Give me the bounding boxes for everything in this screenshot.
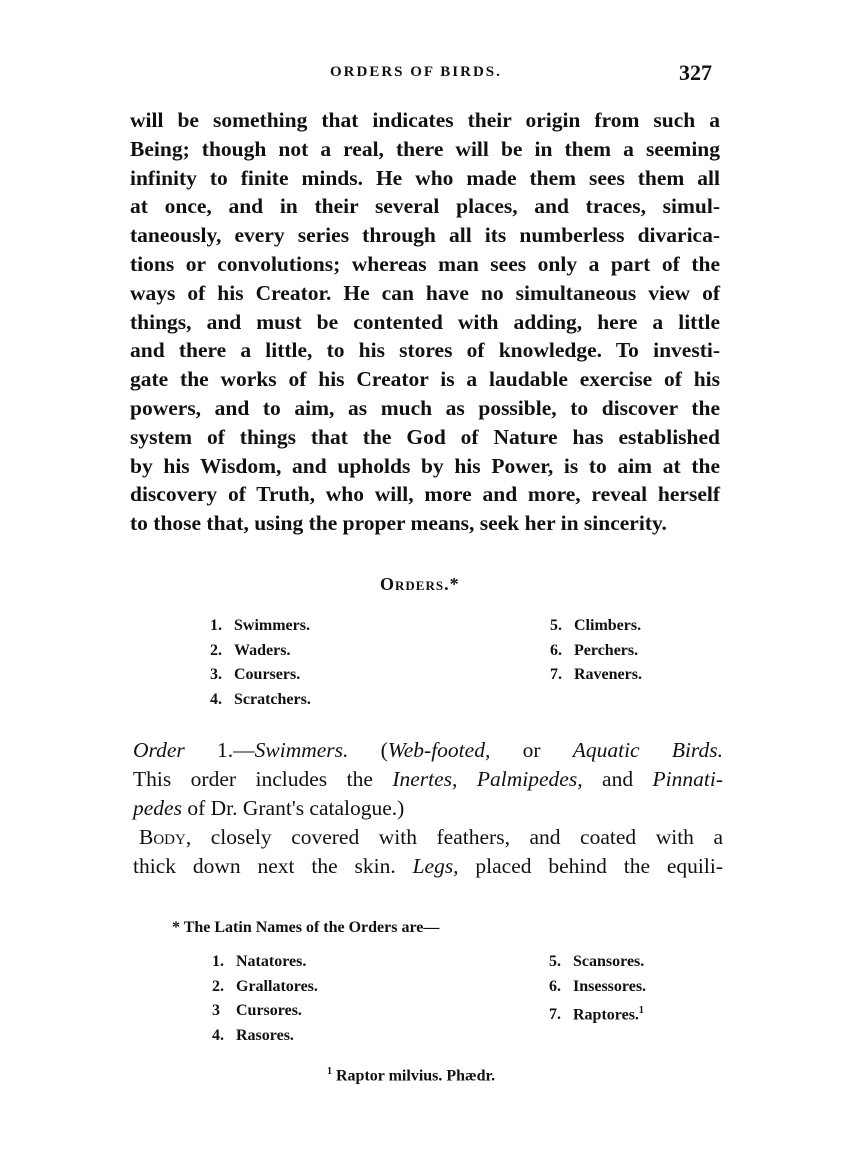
order-name: Waders.	[234, 641, 291, 659]
latin-name: Grallatores.	[236, 977, 318, 995]
page-header	[130, 62, 712, 88]
latin-item	[549, 975, 646, 1000]
latin-name: Scansores.	[573, 953, 645, 970]
footnote-orders	[172, 916, 692, 1044]
latin-name: Insessores.	[573, 977, 647, 995]
latin-number: 5.	[549, 953, 561, 970]
italic-term: Web-footed,	[387, 738, 491, 762]
page-number: 327	[679, 60, 712, 85]
text-run: 1.—	[184, 738, 255, 762]
latin-item	[212, 975, 318, 1000]
body-line: will be something that indicates their origin from such a	[130, 108, 720, 132]
body-line: taneously, every series through all its numberless divarica-	[130, 223, 720, 248]
order-label: Order	[133, 738, 185, 762]
latin-name: Natatores.	[236, 953, 307, 970]
order-name: Raveners.	[574, 666, 642, 683]
order-line	[133, 736, 723, 765]
body-line: discovery of Truth, who will, more and more, reveal herself	[130, 482, 720, 507]
text-run: placed behind the equili-	[458, 854, 723, 878]
order-line	[133, 852, 723, 881]
italic-term: Aquatic Birds.	[572, 738, 723, 762]
footnote-mark: 1	[638, 1005, 644, 1016]
order-item	[550, 639, 642, 664]
italic-term: Legs,	[412, 854, 459, 878]
footnote-intro: * The Latin Names of the Orders are—	[172, 919, 440, 936]
footnote-mark: 1	[327, 1066, 332, 1077]
text-run: This order includes the	[133, 767, 393, 791]
order-number: 2.	[210, 641, 222, 659]
text-run: thick down next the skin.	[133, 854, 413, 878]
text-run: and	[582, 767, 653, 791]
body-line: ways of his Creator. He can have no simultaneous view of	[130, 280, 720, 305]
latin-item	[212, 1024, 318, 1049]
order-line	[133, 794, 723, 823]
italic-term: Pinnati-	[652, 767, 724, 791]
text-run: of Dr. Grant's catalogue.)	[181, 796, 405, 820]
text-run: or	[490, 738, 573, 762]
order-number: 6.	[550, 641, 562, 659]
body-line: gate the works of his Creator is a laudable exercise of his	[130, 367, 720, 392]
orders-left-column	[210, 614, 311, 712]
body-line: at once, and in their several places, and traces, simul-	[130, 194, 720, 219]
latin-left-column	[212, 950, 318, 1048]
text-run: (	[348, 738, 388, 762]
latin-number: 1.	[212, 953, 224, 970]
order-name: Perchers.	[574, 641, 639, 659]
order-number: 4.	[210, 690, 222, 708]
latin-item	[212, 950, 318, 975]
orders-heading: Orders.*	[380, 574, 460, 594]
body-line: to those that, using the proper means, seek her in sincerity.	[130, 511, 667, 536]
footnote-text: Raptor milvius. Phædr.	[332, 1067, 496, 1085]
order-item	[210, 663, 311, 688]
body-line: and there a little, to his stores of knowledge. To investi-	[130, 338, 720, 363]
main-paragraph	[130, 106, 720, 538]
footnote-raptor	[327, 1066, 495, 1085]
latin-number: 7.	[549, 1006, 561, 1024]
text-run: closely covered with feathers, and coated with a	[191, 825, 723, 849]
latin-name: Cursores.	[236, 1002, 302, 1019]
body-line: system of things that the God of Nature has established	[130, 424, 720, 449]
latin-name: Rasores.	[236, 1026, 294, 1044]
body-line: tions or convolutions; whereas man sees only a part of the	[130, 251, 720, 276]
body-line: powers, and to aim, as much as possible, to discover the	[130, 395, 720, 420]
order-name: Swimmers.	[234, 617, 310, 634]
body-line: Being; though not a real, there will be in them a seeming	[130, 136, 720, 161]
order-item	[210, 614, 311, 639]
latin-number: 3	[212, 1002, 220, 1019]
order-name: Climbers.	[574, 617, 642, 634]
order-item	[550, 663, 642, 688]
latin-name: Raptores.	[573, 1006, 639, 1024]
small-caps-term: Body,	[139, 825, 192, 849]
latin-number: 6.	[549, 977, 561, 995]
body-line: infinity to finite minds. He who made them sees them all	[130, 165, 720, 190]
order-item	[210, 639, 311, 664]
order-line	[133, 765, 723, 794]
italic-term: Inertes, Palmipedes,	[392, 767, 583, 791]
order-name: Scratchers.	[234, 690, 311, 708]
latin-item	[549, 950, 646, 975]
order-title: Swimmers.	[254, 738, 349, 762]
order-line	[133, 823, 723, 852]
order-number: 7.	[550, 666, 562, 683]
latin-number: 4.	[212, 1026, 224, 1044]
order-item	[210, 688, 311, 713]
order-number: 1.	[210, 617, 222, 634]
order-number: 5.	[550, 617, 562, 634]
body-line: things, and must be contented with adding, here a little	[130, 309, 720, 334]
body-line: by his Wisdom, and upholds by his Power, is to aim at the	[130, 453, 720, 478]
order-one-paragraph	[133, 736, 723, 881]
running-title: ORDERS OF BIRDS.	[330, 64, 502, 80]
latin-item	[212, 999, 318, 1024]
order-item	[550, 614, 642, 639]
order-name: Coursers.	[234, 666, 301, 683]
latin-item	[549, 999, 646, 1028]
latin-right-column	[549, 950, 646, 1028]
orders-right-column	[550, 614, 642, 688]
latin-number: 2.	[212, 977, 224, 995]
italic-term: pedes	[133, 796, 182, 820]
order-number: 3.	[210, 666, 222, 683]
